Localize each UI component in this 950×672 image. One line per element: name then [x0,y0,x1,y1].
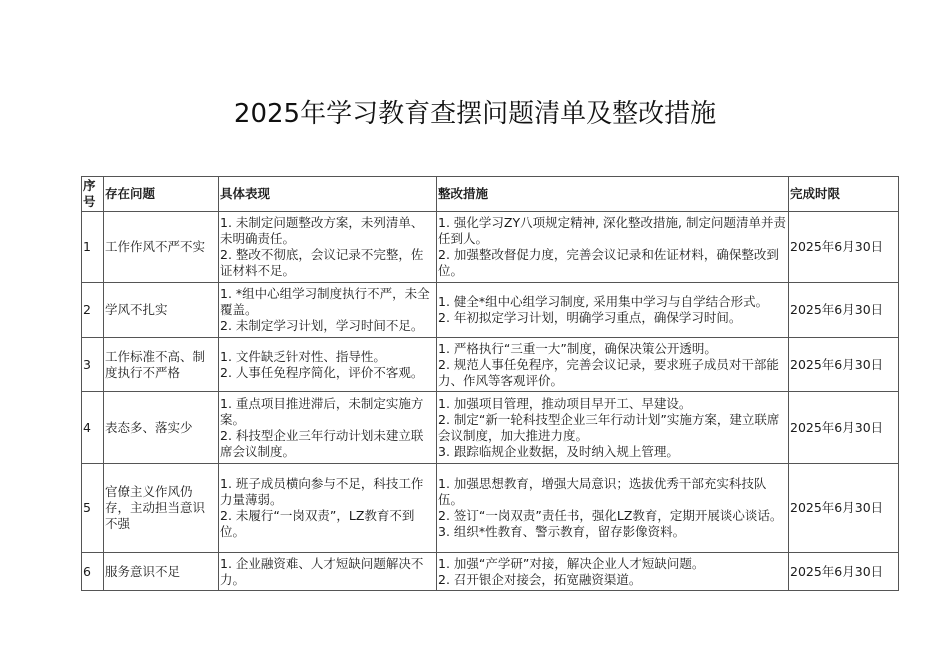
cell-details [219,392,437,464]
header-serial: 序号 [82,177,104,212]
detail-line: 1. 班子成员横向参与不足，科技工作力量薄弱。 [220,476,424,507]
cell-measures [437,212,789,283]
cell-details [219,338,437,392]
measure-line: 2. 规范人事任免程序，完善会议记录，要求班子成员对干部能力、作风等客观评价。 [438,356,779,388]
cell-serial: 1 [82,212,104,283]
measure-line: 1. 加强项目管理，推动项目早开工、早建设。 [438,395,692,411]
cell-measures [437,283,789,338]
table-row [82,464,899,553]
issues-table-body [82,212,899,591]
measure-line: 2. 年初拟定学习计划，明确学习重点，确保学习时间。 [438,310,742,325]
detail-line: 2. 未制定学习计划，学习时间不足。 [220,318,424,333]
issues-table [81,176,899,591]
measure-line: 1. 强化学习ZY八项规定精神, 深化整改措施, 制定问题清单并责任到人。 [438,215,786,246]
detail-line: 1. 文件缺乏针对性、指导性。 [220,348,386,364]
cell-details [219,553,437,591]
detail-line: 1. *组中心组学习制度执行不严，未全覆盖。 [220,286,430,317]
table-header-row [82,177,899,212]
measure-line: 3. 跟踪临规企业数据，及时纳入规上管理。 [438,443,679,459]
cell-deadline: 2025年6月30日 [789,464,899,553]
cell-issue: 服务意识不足 [104,553,219,591]
document-title: 2025年学习教育查摆问题清单及整改措施 [233,99,717,129]
measure-line: 1. 严格执行“三重一大”制度，确保决策公开透明。 [438,340,717,356]
header-issue: 存在问题 [104,177,219,212]
measure-line: 3. 组织*性教育、警示教育，留存影像资料。 [438,524,686,539]
detail-line: 1. 重点项目推进滞后，未制定实施方案。 [220,395,424,427]
cell-serial: 4 [82,392,104,464]
cell-issue: 学风不扎实 [104,283,219,338]
cell-details [219,464,437,553]
measure-line: 2. 制定“新一轮科技型企业三年行动计划”实施方案，建立联席会议制度，加大推进力度。 [438,411,780,443]
measure-line: 2. 加强整改督促力度，完善会议记录和佐证材料，确保整改到位。 [438,247,779,278]
measure-line: 2. 召开银企对接会，拓宽融资渠道。 [438,571,642,587]
cell-deadline: 2025年6月30日 [789,392,899,464]
table-row [82,283,899,338]
cell-deadline: 2025年6月30日 [789,212,899,283]
cell-measures [437,464,789,553]
cell-measures [437,553,789,591]
measure-line: 1. 健全*组中心组学习制度, 采用集中学习与自学结合形式。 [438,294,769,309]
cell-serial: 5 [82,464,104,553]
cell-details [219,212,437,283]
header-deadline: 完成时限 [789,177,899,212]
header-details: 具体表现 [219,177,437,212]
cell-serial: 2 [82,283,104,338]
detail-line: 2. 人事任免程序简化，评价不客观。 [220,364,424,380]
cell-issue: 表态多、落实少 [104,392,219,464]
detail-line: 2. 科技型企业三年行动计划未建立联席会议制度。 [220,427,424,459]
table-row [82,392,899,464]
table-row [82,338,899,392]
cell-measures [437,338,789,392]
detail-line: 2. 整改不彻底，会议记录不完整，佐证材料不足。 [220,247,424,278]
cell-details [219,283,437,338]
cell-issue: 工作作风不严不实 [104,212,219,283]
measure-line: 2. 签订“一岗双责”责任书，强化LZ教育，定期开展谈心谈话。 [438,508,783,523]
cell-measures [437,392,789,464]
measure-line: 1. 加强思想教育，增强大局意识；选拔优秀干部充实科技队伍。 [438,476,767,507]
detail-line: 2. 未履行“一岗双责”，LZ教育不到位。 [220,508,415,539]
table-row [82,212,899,283]
cell-serial: 3 [82,338,104,392]
cell-issue: 官僚主义作风仍存，主动担当意识不强 [104,464,219,553]
cell-deadline: 2025年6月30日 [789,553,899,591]
detail-line: 1. 企业融资难、人才短缺问题解决不力。 [220,555,424,587]
header-measures: 整改措施 [437,177,789,212]
cell-issue: 工作标准不高、制度执行不严格 [104,338,219,392]
cell-deadline: 2025年6月30日 [789,338,899,392]
table-row [82,553,899,591]
cell-serial: 6 [82,553,104,591]
cell-deadline: 2025年6月30日 [789,283,899,338]
detail-line: 1. 未制定问题整改方案，未列清单、未明确责任。 [220,215,424,246]
measure-line: 1. 加强“产学研”对接，解决企业人才短缺问题。 [438,555,705,571]
